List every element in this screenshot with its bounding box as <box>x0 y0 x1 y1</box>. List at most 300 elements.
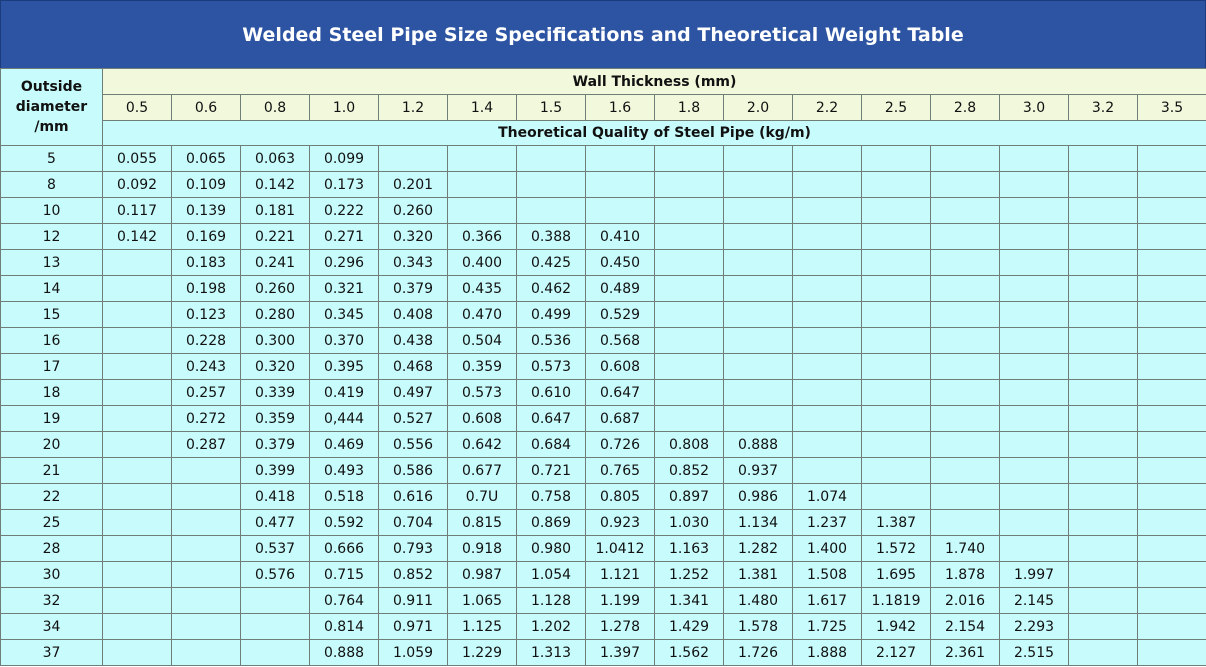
weight-cell: 0.092 <box>103 172 172 198</box>
weight-cell: 0.805 <box>586 484 655 510</box>
weight-cell: 0.379 <box>379 276 448 302</box>
weight-cell: 0.099 <box>310 146 379 172</box>
weight-cell: 1.065 <box>448 588 517 614</box>
weight-cell: 1.128 <box>517 588 586 614</box>
weight-cell: 0.499 <box>517 302 586 328</box>
weight-cell <box>724 406 793 432</box>
weight-cell: 0.379 <box>241 432 310 458</box>
weight-cell: 1.888 <box>793 640 862 666</box>
weight-cell <box>1138 536 1206 562</box>
weight-cell: 1.313 <box>517 640 586 666</box>
table-row <box>1 224 1206 250</box>
weight-cell <box>172 458 241 484</box>
weight-cell <box>1000 302 1069 328</box>
weight-cell <box>724 276 793 302</box>
outside-diameter-cell: 32 <box>1 588 103 614</box>
weight-cell: 0.183 <box>172 250 241 276</box>
weight-cell: 0.142 <box>241 172 310 198</box>
weight-cell: 0.300 <box>241 328 310 354</box>
weight-cell: 0,444 <box>310 406 379 432</box>
weight-cell: 0.529 <box>586 302 655 328</box>
weight-cell: 0.370 <box>310 328 379 354</box>
weight-cell <box>103 458 172 484</box>
weight-cell <box>103 640 172 666</box>
table-row <box>1 354 1206 380</box>
weight-cell: 1.381 <box>724 562 793 588</box>
weight-cell <box>1138 510 1206 536</box>
weight-cell: 1.252 <box>655 562 724 588</box>
weight-cell: 0.869 <box>517 510 586 536</box>
weight-cell: 0.271 <box>310 224 379 250</box>
weight-cell: 0.400 <box>448 250 517 276</box>
outside-diameter-cell: 20 <box>1 432 103 458</box>
thickness-col-header: 1.4 <box>448 95 517 121</box>
weight-cell: 0.911 <box>379 588 448 614</box>
weight-cell <box>1138 380 1206 406</box>
weight-cell <box>1069 380 1138 406</box>
weight-cell <box>931 510 1000 536</box>
thickness-col-header: 2.2 <box>793 95 862 121</box>
weight-cell: 0.201 <box>379 172 448 198</box>
weight-cell: 2.145 <box>1000 588 1069 614</box>
weight-cell: 0.815 <box>448 510 517 536</box>
weight-cell: 0.647 <box>586 380 655 406</box>
weight-cell <box>793 146 862 172</box>
weight-cell <box>586 172 655 198</box>
weight-cell: 0.435 <box>448 276 517 302</box>
weight-cell: 0.764 <box>310 588 379 614</box>
weight-cell <box>724 302 793 328</box>
weight-cell <box>931 172 1000 198</box>
weight-cell <box>655 224 724 250</box>
outside-diameter-cell: 14 <box>1 276 103 302</box>
thickness-col-header: 1.8 <box>655 95 724 121</box>
weight-cell <box>1138 328 1206 354</box>
weight-cell <box>172 562 241 588</box>
weight-cell <box>103 380 172 406</box>
weight-cell: 1.074 <box>793 484 862 510</box>
weight-cell <box>724 380 793 406</box>
weight-cell <box>793 328 862 354</box>
outside-diameter-cell: 12 <box>1 224 103 250</box>
weight-cell: 0.198 <box>172 276 241 302</box>
weight-cell: 0.169 <box>172 224 241 250</box>
weight-cell: 0.704 <box>379 510 448 536</box>
weight-cell <box>862 302 931 328</box>
weight-cell: 0.758 <box>517 484 586 510</box>
weight-cell <box>517 198 586 224</box>
weight-cell <box>1138 588 1206 614</box>
weight-cell <box>103 614 172 640</box>
weight-cell: 0.852 <box>379 562 448 588</box>
weight-cell: 0.343 <box>379 250 448 276</box>
weight-cell: 0.793 <box>379 536 448 562</box>
weight-cell: 1.121 <box>586 562 655 588</box>
weight-cell: 0.425 <box>517 250 586 276</box>
outside-diameter-cell: 25 <box>1 510 103 536</box>
weight-cell: 0.715 <box>310 562 379 588</box>
weight-cell: 0.576 <box>241 562 310 588</box>
outside-diameter-header: Outside diameter /mm <box>1 69 103 146</box>
weight-cell: 1.237 <box>793 510 862 536</box>
weight-cell: 0.339 <box>241 380 310 406</box>
weight-cell: 0.228 <box>172 328 241 354</box>
weight-cell <box>931 458 1000 484</box>
weight-cell: 2.293 <box>1000 614 1069 640</box>
weight-cell: 0.359 <box>448 354 517 380</box>
weight-cell: 0.971 <box>379 614 448 640</box>
weight-cell <box>724 146 793 172</box>
weight-cell: 0.469 <box>310 432 379 458</box>
theoretical-quality-header: Theoretical Quality of Steel Pipe (kg/m) <box>103 121 1206 146</box>
weight-cell: 0.687 <box>586 406 655 432</box>
weight-cell <box>1000 432 1069 458</box>
table-row <box>1 406 1206 432</box>
weight-cell <box>862 380 931 406</box>
table-row <box>1 198 1206 224</box>
weight-cell: 1.229 <box>448 640 517 666</box>
weight-cell: 1.726 <box>724 640 793 666</box>
weight-cell <box>862 198 931 224</box>
weight-cell: 0.918 <box>448 536 517 562</box>
weight-cell: 1.740 <box>931 536 1000 562</box>
weight-cell: 0.438 <box>379 328 448 354</box>
weight-cell <box>1069 640 1138 666</box>
weight-cell <box>1138 224 1206 250</box>
table-row <box>1 250 1206 276</box>
weight-cell: 0.408 <box>379 302 448 328</box>
weight-cell: 0.616 <box>379 484 448 510</box>
weight-cell <box>1138 276 1206 302</box>
weight-cell: 0.296 <box>310 250 379 276</box>
weight-cell <box>1000 354 1069 380</box>
weight-cell: 0.221 <box>241 224 310 250</box>
weight-cell <box>724 354 793 380</box>
weight-cell <box>103 510 172 536</box>
weight-cell: 0.814 <box>310 614 379 640</box>
weight-cell: 0.139 <box>172 198 241 224</box>
table-row <box>1 510 1206 536</box>
weight-cell: 1.0412 <box>586 536 655 562</box>
weight-cell: 1.397 <box>586 640 655 666</box>
weight-cell: 0.065 <box>172 146 241 172</box>
outside-diameter-cell: 28 <box>1 536 103 562</box>
weight-cell <box>1069 562 1138 588</box>
weight-cell: 0.888 <box>724 432 793 458</box>
weight-cell <box>862 458 931 484</box>
weight-cell: 0.610 <box>517 380 586 406</box>
outside-diameter-cell: 21 <box>1 458 103 484</box>
weight-cell <box>1138 146 1206 172</box>
weight-cell: 1.134 <box>724 510 793 536</box>
weight-cell <box>1069 432 1138 458</box>
weight-cell: 0.721 <box>517 458 586 484</box>
outside-diameter-cell: 5 <box>1 146 103 172</box>
weight-cell: 0.345 <box>310 302 379 328</box>
weight-cell: 0.366 <box>448 224 517 250</box>
weight-cell: 0.489 <box>586 276 655 302</box>
weight-cell <box>1138 354 1206 380</box>
weight-cell: 0.497 <box>379 380 448 406</box>
weight-cell: 1.030 <box>655 510 724 536</box>
weight-cell <box>1069 588 1138 614</box>
weight-cell <box>793 224 862 250</box>
weight-cell: 2.361 <box>931 640 1000 666</box>
weight-cell: 1.725 <box>793 614 862 640</box>
weight-cell <box>1069 276 1138 302</box>
outside-diameter-cell: 13 <box>1 250 103 276</box>
weight-cell: 0.388 <box>517 224 586 250</box>
weight-cell <box>103 250 172 276</box>
weight-cell <box>655 198 724 224</box>
weight-cell: 0.123 <box>172 302 241 328</box>
weight-cell <box>724 224 793 250</box>
weight-cell: 1.278 <box>586 614 655 640</box>
weight-cell: 0.586 <box>379 458 448 484</box>
weight-cell: 0.142 <box>103 224 172 250</box>
weight-cell <box>793 432 862 458</box>
weight-cell <box>862 432 931 458</box>
weight-cell: 0.493 <box>310 458 379 484</box>
weight-cell <box>931 432 1000 458</box>
weight-cell: 0.055 <box>103 146 172 172</box>
weight-cell: 0.556 <box>379 432 448 458</box>
weight-cell <box>724 328 793 354</box>
weight-cell: 1.059 <box>379 640 448 666</box>
weight-cell: 0.462 <box>517 276 586 302</box>
weight-cell: 0.243 <box>172 354 241 380</box>
weight-cell: 1.125 <box>448 614 517 640</box>
weight-cell: 0.321 <box>310 276 379 302</box>
weight-cell <box>1138 302 1206 328</box>
weight-cell: 0.980 <box>517 536 586 562</box>
weight-cell: 0.7U <box>448 484 517 510</box>
weight-cell: 0.923 <box>586 510 655 536</box>
weight-cell: 0.937 <box>724 458 793 484</box>
weight-cell: 1.341 <box>655 588 724 614</box>
weight-cell <box>1069 354 1138 380</box>
weight-cell <box>931 302 1000 328</box>
weight-cell: 1.199 <box>586 588 655 614</box>
weight-cell <box>1000 172 1069 198</box>
outside-diameter-cell: 10 <box>1 198 103 224</box>
table-row <box>1 614 1206 640</box>
weight-cell <box>103 432 172 458</box>
weight-cell <box>1138 198 1206 224</box>
weight-cell: 0.987 <box>448 562 517 588</box>
weight-cell <box>448 172 517 198</box>
weight-cell <box>1069 484 1138 510</box>
weight-cell: 0.260 <box>241 276 310 302</box>
weight-cell: 0.986 <box>724 484 793 510</box>
weight-cell <box>931 146 1000 172</box>
weight-cell <box>862 484 931 510</box>
weight-cell: 0.410 <box>586 224 655 250</box>
thickness-col-header: 1.0 <box>310 95 379 121</box>
weight-cell <box>1069 406 1138 432</box>
weight-cell <box>931 406 1000 432</box>
weight-cell <box>1138 432 1206 458</box>
weight-cell <box>172 588 241 614</box>
weight-cell <box>655 406 724 432</box>
table-row <box>1 432 1206 458</box>
weight-cell: 0.592 <box>310 510 379 536</box>
table-row <box>1 458 1206 484</box>
weight-cell: 0.063 <box>241 146 310 172</box>
weight-cell <box>931 484 1000 510</box>
table-row <box>1 146 1206 172</box>
outside-diameter-cell: 8 <box>1 172 103 198</box>
weight-cell <box>103 588 172 614</box>
weight-cell <box>862 172 931 198</box>
outside-diameter-cell: 30 <box>1 562 103 588</box>
table-row <box>1 484 1206 510</box>
outside-diameter-cell: 19 <box>1 406 103 432</box>
weight-cell: 2.515 <box>1000 640 1069 666</box>
weight-cell: 1.387 <box>862 510 931 536</box>
weight-cell <box>931 198 1000 224</box>
weight-cell: 0.684 <box>517 432 586 458</box>
weight-cell <box>931 250 1000 276</box>
weight-cell: 0.608 <box>448 406 517 432</box>
weight-cell: 0.173 <box>310 172 379 198</box>
weight-cell <box>172 614 241 640</box>
weight-cell: 0.468 <box>379 354 448 380</box>
weight-cell: 0.320 <box>241 354 310 380</box>
weight-cell <box>1138 250 1206 276</box>
table-row <box>1 380 1206 406</box>
weight-cell: 1.054 <box>517 562 586 588</box>
weight-cell <box>793 250 862 276</box>
weight-cell: 0.272 <box>172 406 241 432</box>
weight-cell: 0.568 <box>586 328 655 354</box>
weight-cell <box>1138 172 1206 198</box>
weight-cell <box>862 276 931 302</box>
outside-diameter-cell: 16 <box>1 328 103 354</box>
weight-cell <box>1000 146 1069 172</box>
weight-cell: 0.897 <box>655 484 724 510</box>
weight-cell <box>586 146 655 172</box>
weight-cell <box>172 484 241 510</box>
weight-cell <box>1069 510 1138 536</box>
weight-cell: 0.395 <box>310 354 379 380</box>
weight-cell: 1.997 <box>1000 562 1069 588</box>
weight-cell <box>1000 406 1069 432</box>
weight-cell <box>586 198 655 224</box>
weight-cell <box>103 328 172 354</box>
weight-cell: 0.287 <box>172 432 241 458</box>
weight-cell <box>241 614 310 640</box>
weight-cell: 1.400 <box>793 536 862 562</box>
thickness-col-header: 3.5 <box>1138 95 1206 121</box>
weight-cell: 1.878 <box>931 562 1000 588</box>
weight-cell: 0.527 <box>379 406 448 432</box>
weight-cell <box>931 224 1000 250</box>
weight-cell: 0.677 <box>448 458 517 484</box>
outside-diameter-cell: 17 <box>1 354 103 380</box>
weight-cell <box>1000 484 1069 510</box>
weight-cell: 1.572 <box>862 536 931 562</box>
weight-cell <box>1138 406 1206 432</box>
wall-thickness-header: Wall Thickness (mm) <box>103 69 1206 95</box>
outside-diameter-cell: 15 <box>1 302 103 328</box>
weight-cell: 0.419 <box>310 380 379 406</box>
weight-cell: 0.573 <box>448 380 517 406</box>
weight-cell <box>1000 380 1069 406</box>
outside-diameter-cell: 37 <box>1 640 103 666</box>
weight-cell <box>655 380 724 406</box>
weight-cell: 0.647 <box>517 406 586 432</box>
table-row <box>1 328 1206 354</box>
weight-cell <box>655 354 724 380</box>
weight-cell <box>724 250 793 276</box>
outside-diameter-cell: 34 <box>1 614 103 640</box>
table-row <box>1 536 1206 562</box>
weight-cell <box>793 354 862 380</box>
weight-cell <box>172 510 241 536</box>
weight-cell: 1.429 <box>655 614 724 640</box>
weight-cell: 2.127 <box>862 640 931 666</box>
weight-cell <box>379 146 448 172</box>
weight-cell: 1.942 <box>862 614 931 640</box>
weight-cell: 1.695 <box>862 562 931 588</box>
weight-cell <box>103 406 172 432</box>
weight-cell: 1.1819 <box>862 588 931 614</box>
weight-cell <box>103 536 172 562</box>
weight-cell: 1.282 <box>724 536 793 562</box>
weight-cell: 0.359 <box>241 406 310 432</box>
weight-cell: 0.518 <box>310 484 379 510</box>
table-title: Welded Steel Pipe Size Specifications and Theoretical Weight Table <box>0 0 1206 69</box>
weight-cell <box>103 484 172 510</box>
weight-cell: 0.537 <box>241 536 310 562</box>
thickness-col-header: 2.5 <box>862 95 931 121</box>
table-row <box>1 640 1206 666</box>
weight-cell <box>1069 198 1138 224</box>
weight-cell: 0.608 <box>586 354 655 380</box>
weight-cell <box>793 406 862 432</box>
weight-cell: 2.154 <box>931 614 1000 640</box>
weight-cell <box>517 172 586 198</box>
weight-cell <box>1138 640 1206 666</box>
thickness-col-header: 0.6 <box>172 95 241 121</box>
weight-cell <box>1138 614 1206 640</box>
weight-cell <box>793 276 862 302</box>
weight-cell: 0.573 <box>517 354 586 380</box>
table-row <box>1 172 1206 198</box>
weight-cell: 1.480 <box>724 588 793 614</box>
weight-cell <box>655 172 724 198</box>
weight-cell: 0.260 <box>379 198 448 224</box>
weight-table <box>0 68 1206 666</box>
weight-cell <box>931 328 1000 354</box>
weight-cell: 0.852 <box>655 458 724 484</box>
table-row <box>1 588 1206 614</box>
weight-cell <box>1000 510 1069 536</box>
weight-cell: 0.257 <box>172 380 241 406</box>
weight-cell <box>103 276 172 302</box>
weight-cell <box>1000 198 1069 224</box>
weight-cell <box>1069 458 1138 484</box>
table-row <box>1 302 1206 328</box>
weight-cell <box>241 588 310 614</box>
weight-cell <box>448 198 517 224</box>
weight-cell <box>655 146 724 172</box>
thickness-col-header: 3.0 <box>1000 95 1069 121</box>
weight-cell <box>1000 250 1069 276</box>
weight-cell: 0.181 <box>241 198 310 224</box>
table-row <box>1 276 1206 302</box>
